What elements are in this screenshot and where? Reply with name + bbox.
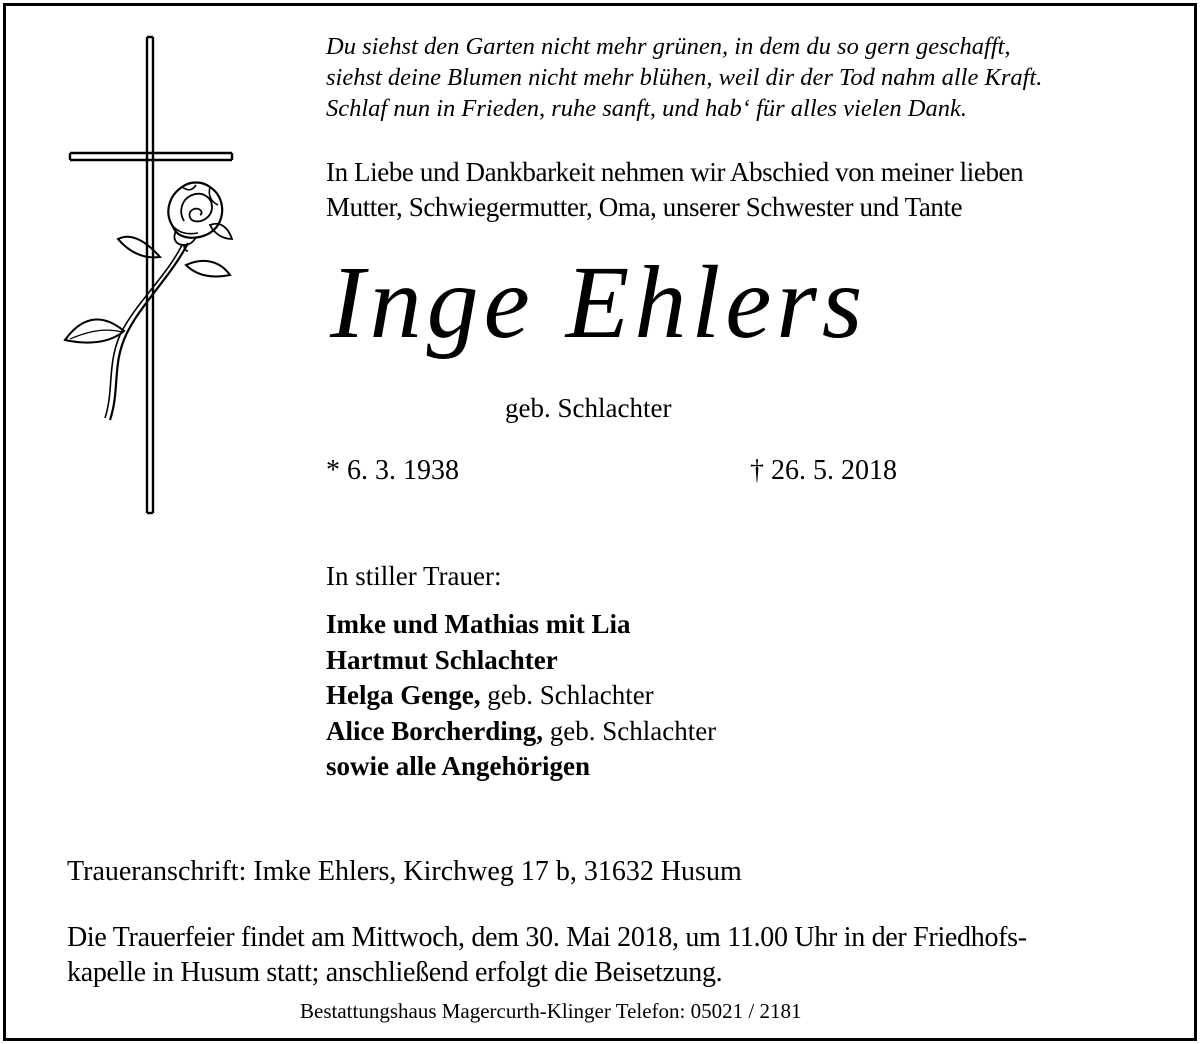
mourning-heading: In stiller Trauer: <box>326 561 502 591</box>
mourner-entry <box>326 643 716 679</box>
mourner-name: Alice Borcherding, <box>326 715 543 746</box>
mourner-name: Imke und Mathias mit Lia <box>326 609 631 639</box>
intro-line: Mutter, Schwiegermutter, Oma, unserer Schwester und Tante <box>326 192 963 222</box>
deceased-name: Inge Ehlers <box>330 245 868 360</box>
mourning-address: Traueranschrift: Imke Ehlers, Kirchweg 17 b, 31632 Husum <box>67 856 742 887</box>
mourner-name: Helga Genge, <box>326 680 481 710</box>
maiden-name: geb. Schlachter <box>505 393 672 423</box>
mourner-entry <box>326 749 716 785</box>
cross-with-rose-icon <box>60 35 240 520</box>
intro-line: In Liebe und Dankbarkeit nehmen wir Abschied von meiner lieben <box>326 157 1024 187</box>
mourner-name: sowie alle Angehörigen <box>326 751 590 781</box>
death-date: † 26. 5. 2018 <box>750 455 897 486</box>
intro-text <box>326 155 1023 225</box>
funeral-home-footer: Bestattungshaus Magercurth-Klinger Telefon: 05021 / 2181 <box>300 999 802 1023</box>
mourner-suffix: geb. Schlachter <box>542 715 717 746</box>
birth-date: * 6. 3. 1938 <box>326 455 459 486</box>
poem-line: Schlaf nun in Frieden, ruhe sanft, und hab‘ für alles vielen Dank. <box>326 95 967 122</box>
mourner-suffix: geb. Schlachter <box>480 680 654 710</box>
memorial-poem <box>326 31 1042 124</box>
mourner-name: Hartmut Schlachter <box>326 644 558 675</box>
poem-line: Du siehst den Garten nicht mehr grünen, in dem du so gern geschafft, <box>326 33 1011 60</box>
service-line: Die Trauerfeier findet am Mittwoch, dem 30. Mai 2018, um 11.00 Uhr in der Friedhofs- <box>67 922 1027 953</box>
mourners-list <box>326 607 716 785</box>
mourner-entry <box>326 678 716 714</box>
service-line: kapelle in Husum statt; anschließend erfolgt die Beisetzung. <box>67 957 723 988</box>
mourner-entry <box>326 714 716 750</box>
funeral-service-info <box>67 920 1027 990</box>
mourner-entry <box>326 607 716 643</box>
poem-line: siehst deine Blumen nicht mehr blühen, weil dir der Tod nahm alle Kraft. <box>326 64 1043 91</box>
